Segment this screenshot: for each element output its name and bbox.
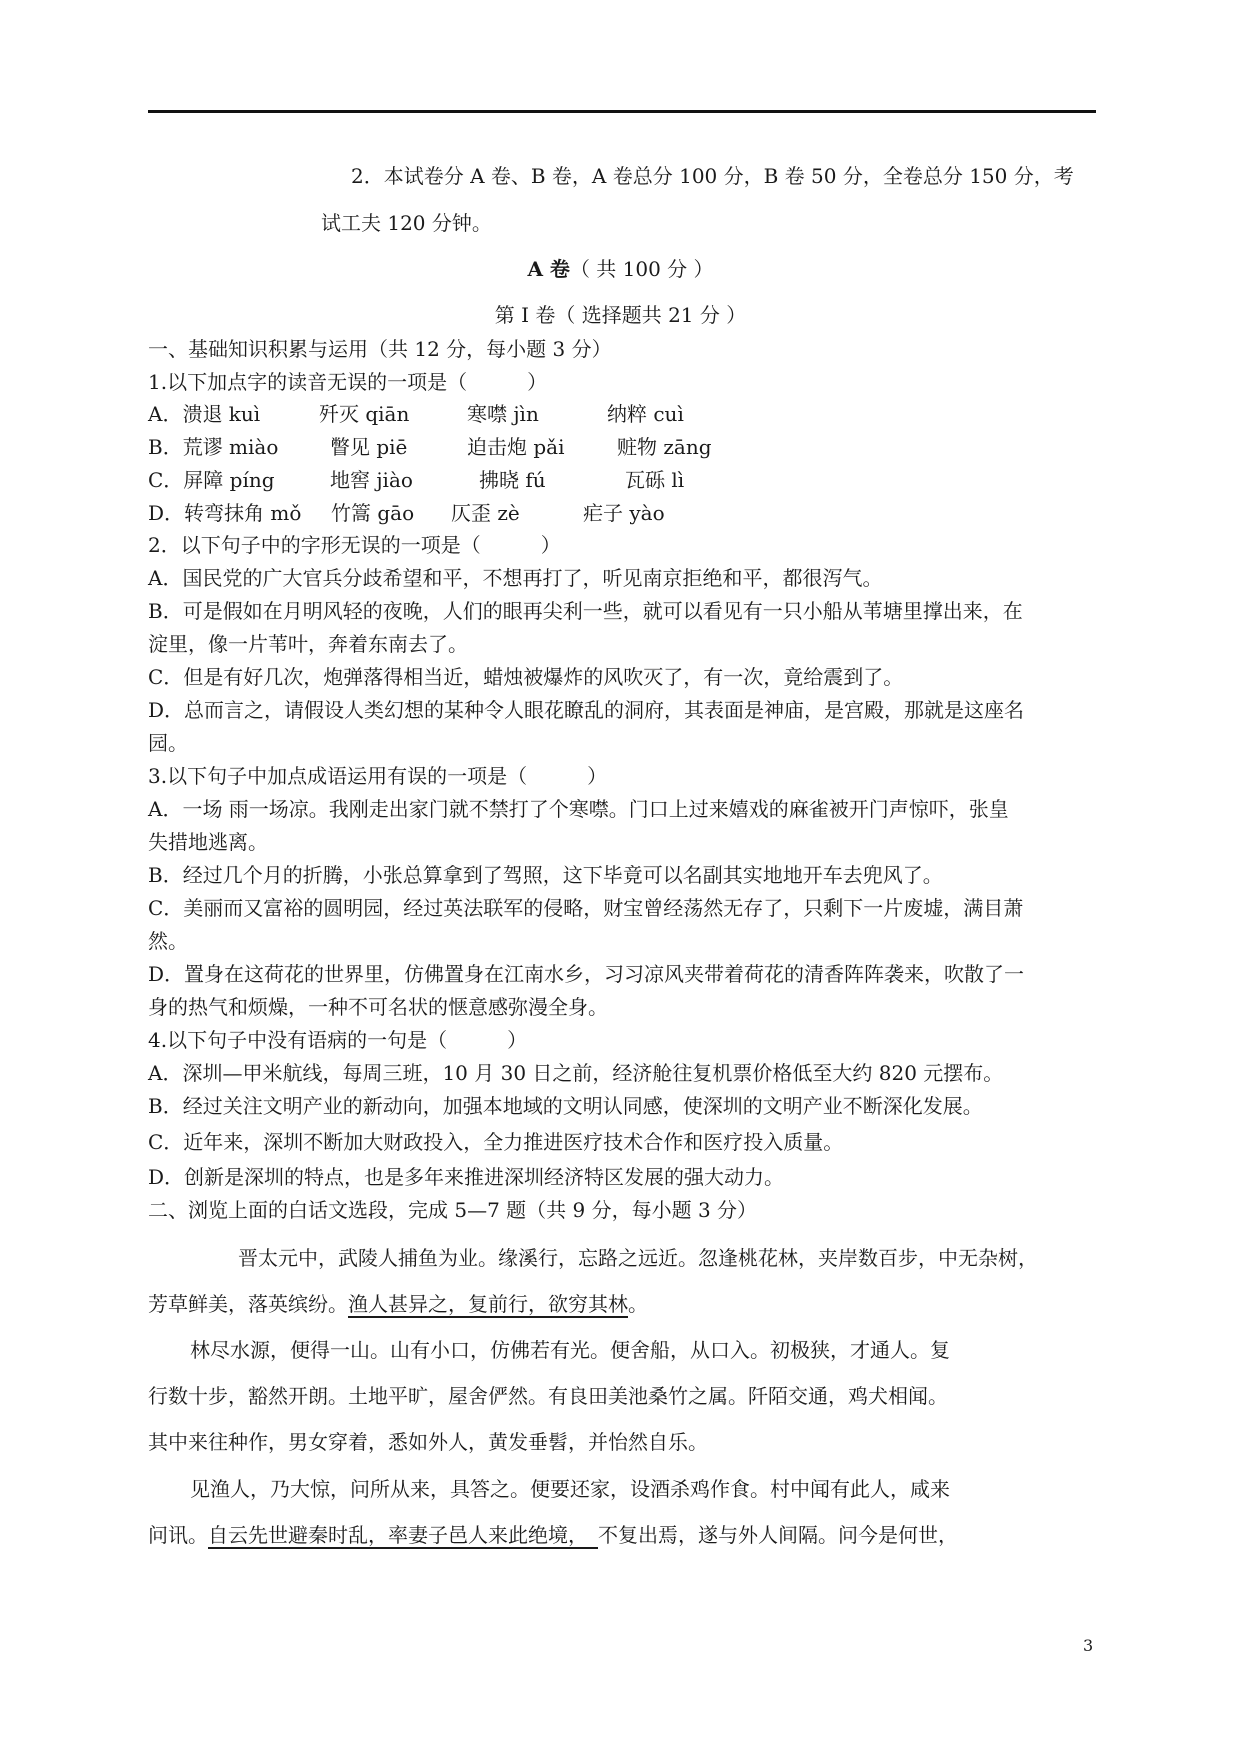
passage-p2-line-1: 林尽水源，便得一山。山有小口，仿佛若有光。便舍船，从口入。初极狭，才通人。复 [190,1338,950,1362]
q2-option-a: A．国民党的广大官兵分歧希望和平，不想再打了，听见南京拒绝和平，都很泻气。 [148,566,883,590]
q3-option-c: C．美丽而又富裕的圆明园，经过英法联军的侵略，财宝曾经荡然无存了，只剩下一片废墟，满目萧 [148,896,1024,920]
q1-option-b-word-4: 赃物 zāng [617,435,712,459]
q4-stem: 4.以下句子中没有语病的一句是（ ） [148,1028,528,1052]
passage-p3-underlined-sentence: 自云先世避秦时乱，率妻子邑人来此绝境， [208,1523,598,1547]
q2-option-c: C．但是有好几次，炮弹落得相当近，蜡烛被爆炸的风吹灭了，有一次，竟给震到了。 [148,665,904,689]
passage-p1-underlined-sentence: 渔人甚异之，复前行，欲穷其林 [348,1292,628,1316]
q1-option-d-word-4: 疟子 yào [583,501,665,525]
q1-option-d-word-2: 竹篙 gāo [331,501,415,525]
q3-option-d-cont: 身的热气和烦燥，一种不可名状的惬意感弥漫全身。 [148,995,608,1019]
q1-option-c-word-4: 瓦砾 lì [625,468,685,492]
q1-option-d: D．转弯抹角 mǒ [148,501,302,525]
passage-p3-line-2 [148,1523,958,1547]
q3-option-b: B．经过几个月的折腾，小张总算拿到了驾照，这下毕竟可以名副其实地地开车去兜风了。 [148,863,943,887]
q1-stem: 1.以下加点字的读音无误的一项是（ ） [148,370,548,394]
passage-p3-line-1: 见渔人，乃大惊，问所从来，具答之。便要还家，设酒杀鸡作食。村中闻有此人，咸来 [190,1477,950,1501]
q3-option-d: D．置身在这荷花的世界里，仿佛置身在江南水乡，习习凉风夹带着荷花的清香阵阵袭来，吹散了一 [148,962,1025,986]
q2-option-b-cont: 淀里，像一片苇叶，奔着东南去了。 [148,632,468,656]
passage-p3-end: 不复出焉，遂与外人间隔。问今是何世， [598,1523,958,1547]
passage-p3-plain: 问讯。 [148,1523,208,1547]
part1-title: 第 I 卷（ 选择题共 21 分 ） [494,303,747,327]
q1-option-a: A．溃退 kuì [148,402,261,426]
passage-p2-line-2: 行数十步，豁然开朗。土地平旷，屋舍俨然。有良田美池桑竹之属。阡陌交通，鸡犬相闻。 [148,1384,948,1408]
q1-option-b-word-3: 迫击炮 pǎi [467,435,565,459]
q4-option-a: A．深圳—甲米航线，每周三班，10 月 30 日之前，经济舱往复机票价格低至大约 820 元摆布。 [148,1061,1004,1085]
q3-option-a: A．一场 雨一场凉。我刚走出家门就不禁打了个寒噤。门口上过来嬉戏的麻雀被开门声惊吓，张皇 [148,797,1009,821]
q3-option-c-cont: 然。 [148,929,188,953]
q3-option-a-cont: 失措地逃离。 [148,830,268,854]
q1-option-c-word-2: 地窖 jiào [330,468,413,492]
q2-option-d-cont: 园。 [148,731,188,755]
note-line-1: 2．本试卷分 A 卷、B 卷，A 卷总分 100 分，B 卷 50 分，全卷总分 150 分，考 [351,164,1074,188]
q1-option-b: B．荒谬 miào [148,435,279,459]
q4-option-d: D．创新是深圳的特点，也是多年来推进深圳经济特区发展的强大动力。 [148,1165,785,1189]
q1-option-a-word-4: 纳粹 cuì [607,402,684,426]
q1-option-c-word-3: 拂晓 fú [479,468,546,492]
q1-option-a-word-3: 寒噤 jìn [467,402,539,426]
part-two-heading: 二、浏览上面的白话文选段，完成 5—7 题（共 9 分，每小题 3 分） [148,1198,758,1222]
header-rule [148,110,1096,113]
q2-stem: 2．以下句子中的字形无误的一项是（ ） [148,533,561,557]
page-number: 3 [1083,1636,1094,1655]
q2-option-b: B．可是假如在月明风轻的夜晚，人们的眼再尖利一些，就可以看见有一只小船从苇塘里撑出来，在 [148,599,1023,623]
part-one-heading: 一、基础知识积累与运用（共 12 分，每小题 3 分） [148,337,612,361]
q4-option-b: B．经过关注文明产业的新动向，加强本地域的文明认同感，使深圳的文明产业不断深化发展。 [148,1094,983,1118]
q1-option-c: C．屏障 píng [148,468,275,492]
q2-option-d: D．总而言之，请假设人类幻想的某种令人眼花瞭乱的洞府，其表面是神庙，是宫殿，那就是这座名 [148,698,1025,722]
section-a-title [0,257,1241,281]
q1-option-a-word-2: 歼灭 qiān [319,402,410,426]
passage-p2-line-3: 其中来往种作，男女穿着，悉如外人，黄发垂髫，并怡然自乐。 [148,1430,708,1454]
passage-p1-plain: 芳草鲜美，落英缤纷。 [148,1292,348,1316]
section-a-label: A 卷 [527,257,570,281]
q4-option-c: C．近年来，深圳不断加大财政投入，全力推进医疗技术合作和医疗投入质量。 [148,1130,844,1154]
note-line-2: 试工夫 120 分钟。 [321,211,492,235]
q1-option-d-word-3: 仄歪 zè [451,501,520,525]
q3-stem: 3.以下句子中加点成语运用有误的一项是（ ） [148,764,608,788]
q1-option-b-word-2: 瞥见 piē [330,435,408,459]
passage-p1-line-2 [148,1292,648,1316]
passage-p1-line-1: 晋太元中，武陵人捕鱼为业。缘溪行，忘路之远近。忽逢桃花林，夹岸数百步，中无杂树， [238,1246,1038,1270]
section-a-score: （ 共 100 分 ） [569,257,714,281]
passage-p1-end: 。 [628,1292,648,1316]
